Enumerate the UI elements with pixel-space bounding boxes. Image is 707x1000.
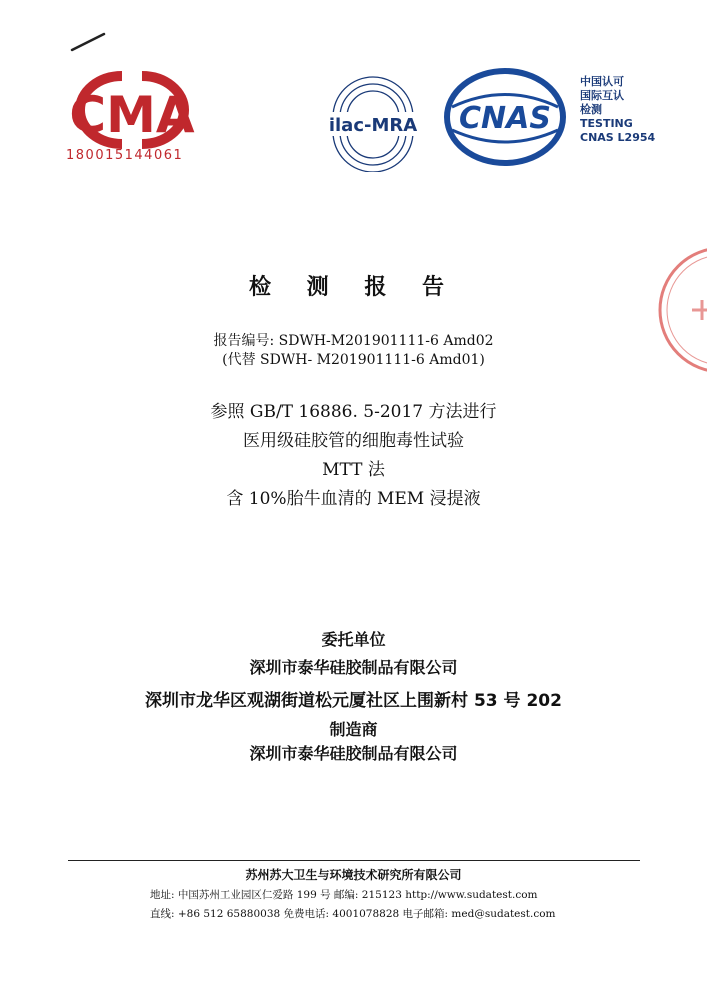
test-method-line: MTT 法 <box>322 460 385 480</box>
cma-letters: CMA <box>69 86 195 144</box>
ilac-mra-logo <box>318 62 428 172</box>
cnas-side-line: TESTING <box>580 117 633 130</box>
report-replaces: (代替 SDWH- M201901111-6 Amd01) <box>222 352 485 368</box>
client-label: 委托单位 <box>321 630 386 649</box>
cnas-side-line: 中国认可 <box>580 75 624 88</box>
test-description-line: 医用级硅胶管的细胞毒性试验 <box>243 431 464 451</box>
test-standard-line: 参照 GB/T 16886. 5-2017 方法进行 <box>210 402 497 422</box>
cnas-side-line: 检测 <box>580 103 602 116</box>
cnas-text: CNAS <box>459 101 551 136</box>
cnas-side-text <box>580 75 655 145</box>
footer-divider <box>68 860 640 861</box>
cnas-side-line: 国际互认 <box>580 89 624 102</box>
cma-number: 180015144061 <box>66 148 184 163</box>
footer-address: 地址: 中国苏州工业园区仁爱路 199 号 邮编: 215123 http://www.sudatest.com <box>150 889 538 901</box>
test-extract-line: 含 10%胎牛血清的 MEM 浸提液 <box>226 489 481 509</box>
cnas-logo <box>440 62 570 172</box>
ilac-text: ilac-MRA <box>328 115 418 136</box>
cnas-side-line: CNAS L2954 <box>580 131 656 144</box>
footer-phone: 直线: +86 512 65880038 免费电话: 4001078828 电子邮箱: med@sudatest.com <box>150 908 556 920</box>
report-number: 报告编号: SDWH-M201901111-6 Amd02 <box>213 333 494 349</box>
pen-mark-icon <box>68 30 108 55</box>
manufacturer-name: 深圳市泰华硅胶制品有限公司 <box>249 744 458 763</box>
report-title: 检 测 报 告 <box>249 275 458 300</box>
manufacturer-label: 制造商 <box>329 720 378 739</box>
footer-organization: 苏州苏大卫生与环境技术研究所有限公司 <box>245 868 462 882</box>
client-name: 深圳市泰华硅胶制品有限公司 <box>249 658 458 677</box>
client-address: 深圳市龙华区观湖街道松元厦社区上围新村 53 号 202 <box>145 691 562 711</box>
